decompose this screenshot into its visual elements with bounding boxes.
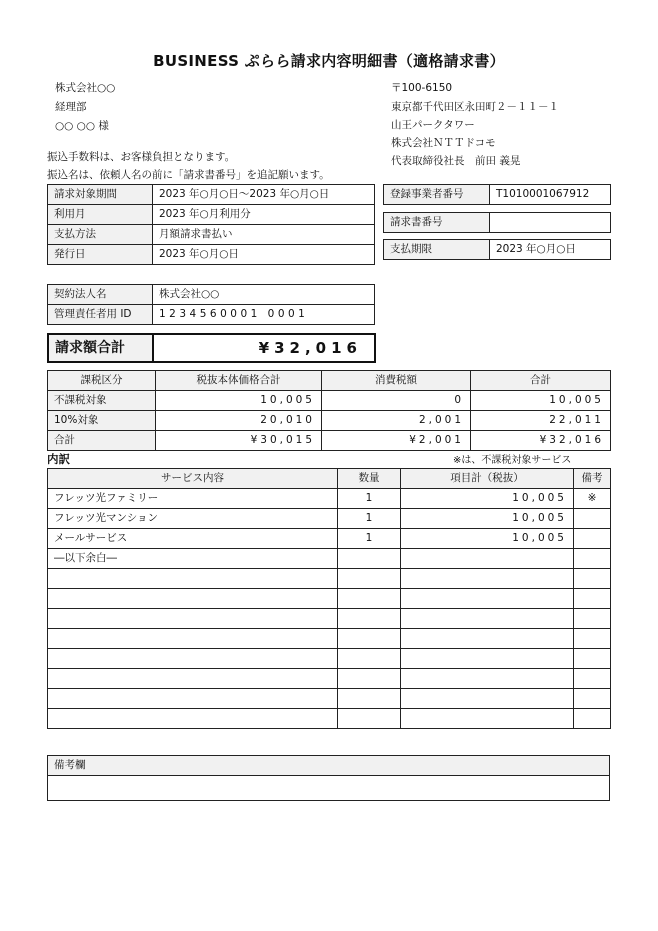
table-row [48,569,611,589]
column-header: 備考 [574,469,611,489]
manager-id-value: 1234560001 0001 [153,305,375,325]
usage-month-value: 2023 年○月利用分 [153,205,375,225]
manager-id-label: 管理責任者用 ID [48,305,153,325]
total-amount-table [47,333,376,363]
remark-mark [574,669,611,689]
remark-mark [574,509,611,529]
item-amount [401,569,574,589]
breakdown-heading: 内訳 [47,452,70,466]
issuer-company: 株式会社ＮＴＴドコモ [391,137,496,149]
column-header: 項目計（税抜） [401,469,574,489]
total-amount-value: ¥32,016 [153,334,375,362]
service-name: フレッツ光ファミリー [48,489,338,509]
tax-amount: 0 [322,391,471,411]
item-amount [401,549,574,569]
service-name [48,669,338,689]
billing-period-value: 2023 年○月○日～2023 年○月○日 [153,185,375,205]
registration-table [383,184,611,205]
table-row [48,185,375,205]
item-amount: 10,005 [401,509,574,529]
fee-note: 振込手数料は、お客様負担となります。 [47,151,236,163]
remark-mark [574,649,611,669]
table-header-row [48,371,611,391]
remark-mark [574,589,611,609]
table-row [48,689,611,709]
contract-company-value: 株式会社○○ [153,285,375,305]
payment-method-label: 支払方法 [48,225,153,245]
table-row [48,334,375,362]
row-total: 22,011 [471,411,611,431]
breakdown-table [47,468,611,729]
table-row [48,649,611,669]
item-amount: 10,005 [401,529,574,549]
table-row [48,709,611,729]
table-row [48,529,611,549]
item-amount [401,609,574,629]
column-header: 消費税額 [322,371,471,391]
quantity [338,709,401,729]
service-name [48,589,338,609]
issuer-address: 東京都千代田区永田町２－１１－１ [391,101,559,113]
issuer-postal: 〒100-6150 [391,82,453,94]
table-row [48,669,611,689]
table-row [384,213,611,233]
table-row [48,391,611,411]
service-name [48,609,338,629]
billing-info-table [47,184,375,265]
service-name [48,629,338,649]
total-amount-label: 請求額合計 [48,334,153,362]
table-row [48,609,611,629]
table-row [48,305,375,325]
table-row [384,240,611,260]
transfer-name-note: 振込名は、依頼人名の前に「請求書番号」を追記願います。 [47,169,330,181]
billing-period-label: 請求対象期間 [48,185,153,205]
issuer-representative: 代表取締役社長 前田 義晃 [391,155,521,167]
table-row [48,285,375,305]
service-name [48,649,338,669]
table-row [48,756,610,776]
invoice-number-value [490,213,611,233]
issue-date-value: 2023 年○月○日 [153,245,375,265]
quantity: 1 [338,529,401,549]
remark-mark [574,689,611,709]
table-row [48,629,611,649]
quantity [338,649,401,669]
due-date-value: 2023 年○月○日 [490,240,611,260]
table-row [384,185,611,205]
remark-mark [574,709,611,729]
remarks-value [48,776,610,801]
contract-table [47,284,375,325]
due-date-table [383,239,611,260]
pre-tax-amount: ¥30,015 [156,431,322,451]
tax-summary-table [47,370,611,451]
payment-method-value: 月額請求書払い [153,225,375,245]
page-title: BUSINESS ぷらら請求内容明細書（適格請求書） [153,52,505,70]
remark-mark [574,569,611,589]
quantity [338,609,401,629]
table-row [48,411,611,431]
service-name [48,709,338,729]
remark-mark [574,629,611,649]
remark-mark [574,549,611,569]
table-row [48,205,375,225]
registration-number-value: T1010001067912 [490,185,611,205]
non-taxable-note: ※は、不課税対象サービス [453,455,572,466]
table-row [48,431,611,451]
item-amount [401,709,574,729]
quantity: 1 [338,509,401,529]
quantity [338,569,401,589]
table-header-row [48,469,611,489]
remark-mark [574,529,611,549]
row-total: ¥32,016 [471,431,611,451]
service-name: メールサービス [48,529,338,549]
remark-mark [574,609,611,629]
quantity [338,669,401,689]
quantity: 1 [338,489,401,509]
invoice-number-table [383,212,611,233]
remarks-label: 備考欄 [48,756,610,776]
registration-number-label: 登録事業者番号 [384,185,490,205]
issue-date-label: 発行日 [48,245,153,265]
table-row [48,245,375,265]
quantity [338,689,401,709]
column-header: 課税区分 [48,371,156,391]
table-row [48,509,611,529]
issuer-building: 山王パークタワー [391,119,475,131]
quantity [338,589,401,609]
service-name [48,689,338,709]
column-header: サービス内容 [48,469,338,489]
item-amount [401,649,574,669]
tax-category: 合計 [48,431,156,451]
item-amount [401,629,574,649]
service-name: フレッツ光マンション [48,509,338,529]
pre-tax-amount: 10,005 [156,391,322,411]
item-amount [401,689,574,709]
usage-month-label: 利用月 [48,205,153,225]
remark-mark: ※ [574,489,611,509]
row-total: 10,005 [471,391,611,411]
column-header: 数量 [338,469,401,489]
quantity [338,629,401,649]
tax-amount: ¥2,001 [322,431,471,451]
due-date-label: 支払期限 [384,240,490,260]
item-amount [401,589,574,609]
tax-category: 不課税対象 [48,391,156,411]
table-row [48,549,611,569]
invoice-number-label: 請求書番号 [384,213,490,233]
pre-tax-amount: 20,010 [156,411,322,431]
table-row [48,589,611,609]
item-amount [401,669,574,689]
tax-category: 10%対象 [48,411,156,431]
table-row [48,225,375,245]
recipient-person: ○○ ○○ 様 [55,120,109,132]
recipient-department: 経理部 [55,101,87,113]
column-header: 合計 [471,371,611,391]
service-name [48,569,338,589]
contract-company-label: 契約法人名 [48,285,153,305]
quantity [338,549,401,569]
remarks-table [47,755,610,801]
column-header: 税抜本体価格合計 [156,371,322,391]
recipient-company: 株式会社○○ [55,82,116,94]
table-row [48,776,610,801]
service-name: ―以下余白― [48,549,338,569]
tax-amount: 2,001 [322,411,471,431]
table-row [48,489,611,509]
item-amount: 10,005 [401,489,574,509]
